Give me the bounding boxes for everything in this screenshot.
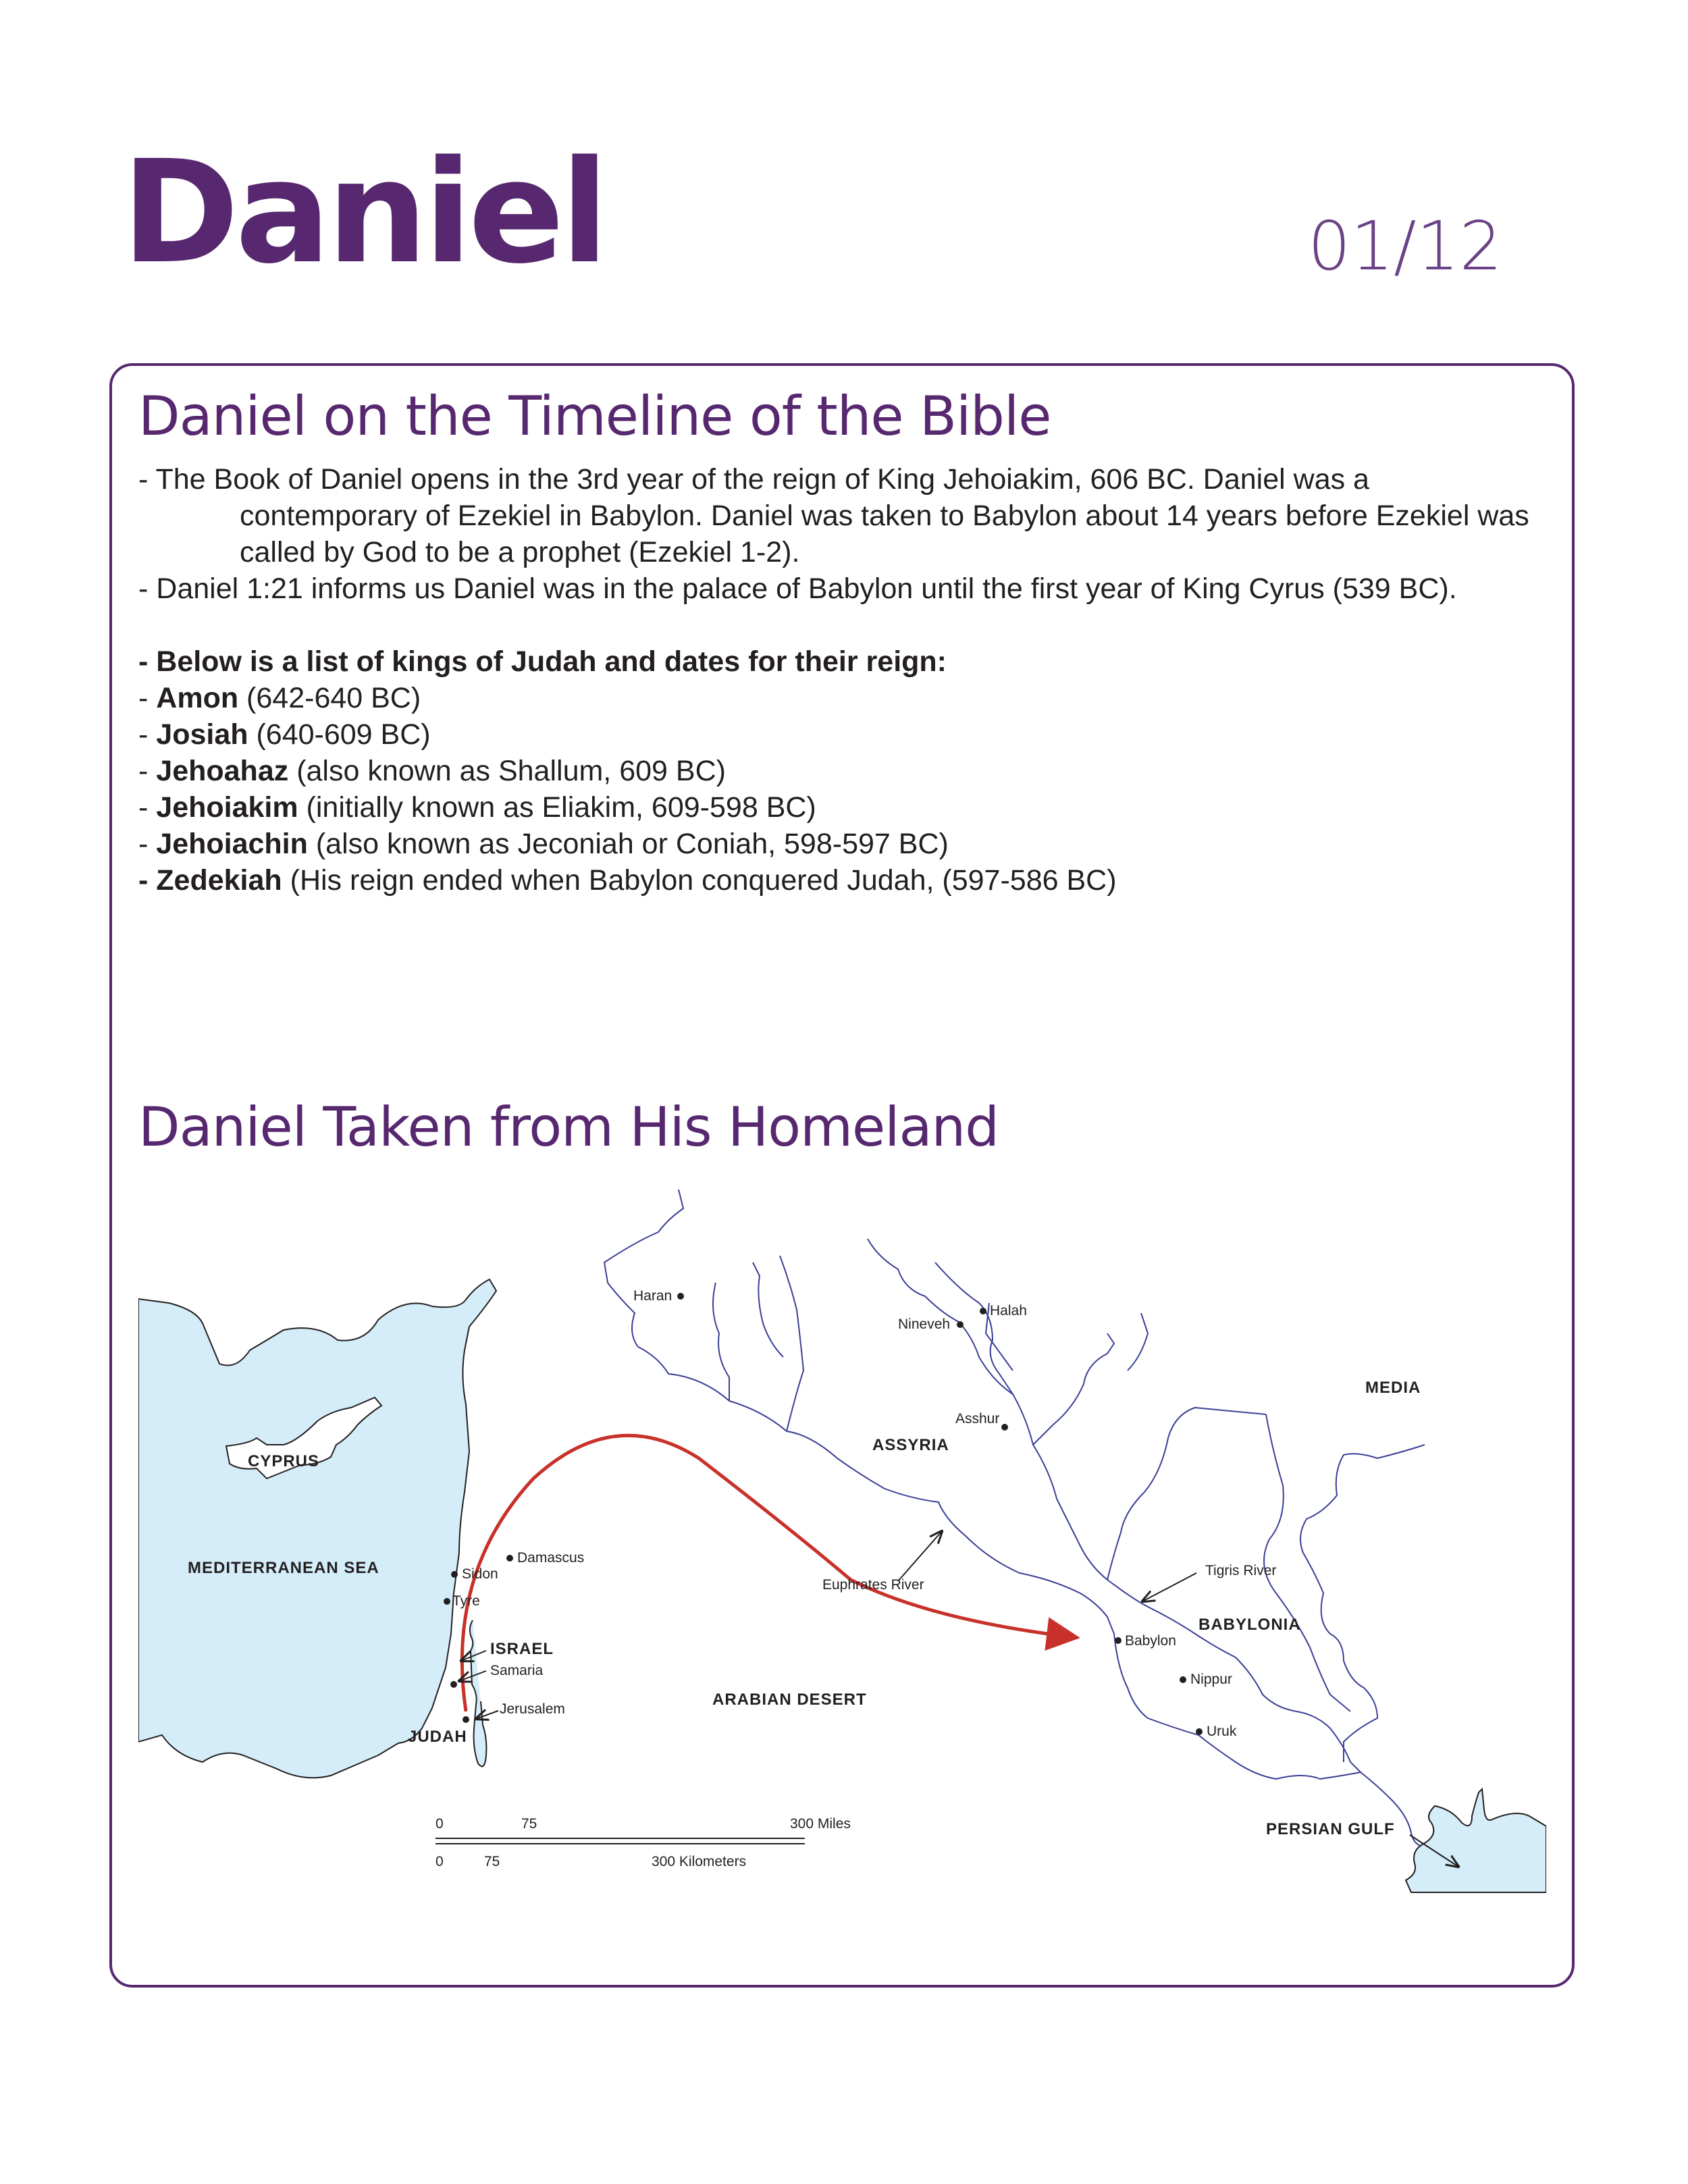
king-item: - Amon (642-640 BC): [138, 682, 421, 714]
damascus-dot: [506, 1555, 513, 1562]
scale-miles-mid: 75: [521, 1816, 537, 1832]
jerusalem-dot: [463, 1716, 469, 1723]
samaria-dot: [450, 1681, 457, 1688]
uruk-dot: [1196, 1728, 1203, 1735]
tigris-pointer-arrow: [1142, 1573, 1196, 1601]
exile-route-arrow: [462, 1435, 1074, 1711]
king-name: Jehoiakim: [156, 791, 298, 824]
persian-gulf-label: PERSIAN GULF: [1266, 1820, 1395, 1838]
river-tributary: [1264, 1414, 1350, 1711]
babylon-label: Babylon: [1125, 1633, 1176, 1649]
jerusalem-label: Jerusalem: [500, 1701, 565, 1717]
king-item: - Josiah (640-609 BC): [138, 718, 431, 751]
intro-paragraph-1: - The Book of Daniel opens in the 3rd year of the reign of King Jehoiakim, 606 BC. Daniel was a contemporary of Ezekiel in Babylon. Daniel was taken to Babylon about 14 years before Ezekiel was called by God to be a prophet (Ezekiel 1-2).: [138, 463, 1529, 568]
scale-miles-end: 300 Miles: [790, 1816, 851, 1832]
persian-gulf-water: [1406, 1789, 1546, 1892]
samaria-label: Samaria: [490, 1663, 544, 1678]
sidon-dot: [451, 1571, 458, 1578]
euphrates-river-label: Euphrates River: [822, 1577, 924, 1593]
river-tributary: [1107, 1408, 1266, 1580]
judah-label: JUDAH: [408, 1728, 467, 1746]
king-name: Jehoiachin: [156, 828, 308, 860]
king-name: Jehoahaz: [156, 755, 289, 787]
timeline-heading: Daniel on the Timeline of the Bible: [138, 385, 1051, 448]
cyprus-label: CYPRUS: [248, 1452, 320, 1470]
tigris-river-label: Tigris River: [1205, 1563, 1277, 1578]
king-item: - Jehoahaz (also known as Shallum, 609 BC): [138, 755, 726, 787]
babylonia-label: BABYLONIA: [1198, 1616, 1301, 1634]
homeland-heading: Daniel Taken from His Homeland: [138, 1096, 999, 1158]
media-label: MEDIA: [1365, 1379, 1421, 1397]
timeline-text: [138, 461, 1550, 899]
asshur-label: Asshur: [955, 1411, 1000, 1427]
mediterranean-sea-label: MEDITERRANEAN SEA: [188, 1559, 379, 1577]
king-name: Zedekiah: [156, 864, 282, 897]
scale-miles-zero: 0: [436, 1816, 444, 1832]
river-tributary: [780, 1256, 803, 1431]
river-tributary: [1033, 1333, 1114, 1445]
assyria-label: ASSYRIA: [872, 1436, 949, 1454]
mediterranean-sea-water: [138, 1279, 496, 1778]
israel-label: ISRAEL: [490, 1640, 554, 1658]
asshur-dot: [1001, 1424, 1008, 1431]
river-tributary: [753, 1262, 783, 1357]
tyre-label: Tyre: [452, 1593, 480, 1609]
damascus-label: Damascus: [517, 1550, 585, 1566]
nippur-label: Nippur: [1190, 1672, 1232, 1687]
halah-dot: [980, 1308, 986, 1314]
river-network: [604, 1190, 1425, 1846]
scale-km-zero: 0: [436, 1854, 444, 1869]
jordan-river-dead-sea: [470, 1620, 487, 1766]
nineveh-label: Nineveh: [898, 1316, 951, 1332]
king-item: - Zedekiah (His reign ended when Babylon conquered Judah, (597-586 BC): [138, 864, 1117, 897]
scale-km-end: 300 Kilometers: [652, 1854, 747, 1869]
euphrates-pointer-arrow: [898, 1531, 942, 1581]
kings-heading: - Below is a list of kings of Judah and dates for their reign:: [138, 645, 947, 678]
nippur-dot: [1180, 1676, 1186, 1683]
arabian-desert-label: ARABIAN DESERT: [712, 1690, 867, 1709]
page-number: 01/12: [1307, 207, 1502, 286]
scale-bar: [436, 1816, 851, 1869]
babylon-dot: [1115, 1637, 1122, 1644]
intro-paragraph-2: - Daniel 1:21 informs us Daniel was in the palace of Babylon until the first year of King Cyrus (539 BC).: [138, 572, 1457, 605]
haran-label: Haran: [633, 1288, 672, 1304]
king-name: Josiah: [156, 718, 248, 751]
nineveh-dot: [957, 1321, 964, 1328]
route-map: [138, 1181, 1546, 1904]
river-tributary: [1300, 1445, 1425, 1762]
river-tributary: [713, 1283, 729, 1401]
king-name: Amon: [156, 682, 239, 714]
page-title: Daniel: [122, 130, 605, 295]
halah-label: Halah: [990, 1303, 1027, 1319]
river-tributary: [1128, 1313, 1148, 1370]
tyre-dot: [444, 1598, 450, 1605]
king-item: - Jehoiakim (initially known as Eliakim, 609-598 BC): [138, 791, 816, 824]
uruk-label: Uruk: [1207, 1724, 1237, 1739]
haran-dot: [677, 1293, 684, 1300]
scale-km-mid: 75: [484, 1854, 500, 1869]
euphrates-river-line: [604, 1190, 1421, 1846]
king-item: - Jehoiachin (also known as Jeconiah or Coniah, 598-597 BC): [138, 828, 949, 860]
sidon-label: Sidon: [462, 1566, 498, 1582]
